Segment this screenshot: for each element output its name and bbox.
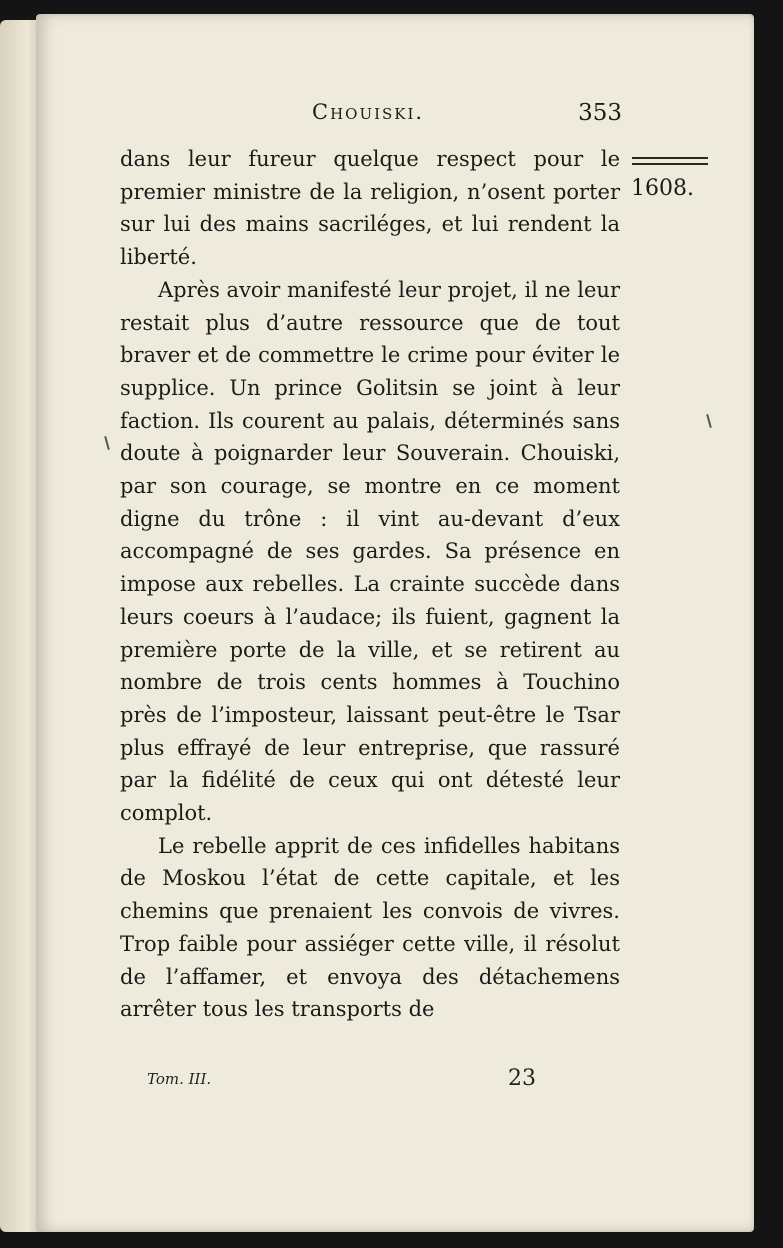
page-number: 353	[578, 100, 622, 126]
paragraph: Après avoir manifesté leur projet, il ne leur restait plus d’autre ressource que de tout braver et de commettre le crime pour éviter le supplice. Un prince Golitsin se joint à leur faction. Ils courent au palais, déterminés sans doute à poignarder leur Souverain. Chouiski, par son courage, se montre en ce moment digne du trône : il vint au-devant d’eux accompagné de ses gardes. Sa présence en impose aux rebelles. La crainte succède dans leurs coeurs à l’audace; ils fuient, gagnent la première porte de la ville, et se retirent au nombre de trois cents hommes à Touchino près de l’imposteur, laissant peut-être le Tsar plus effrayé de leur entreprise, que rassuré par la fidélité de ceux qui ont détesté leur complot.	[120, 277, 620, 826]
page-header	[312, 100, 622, 130]
running-head: Chouiski.	[312, 100, 425, 124]
margin-rule	[632, 157, 708, 165]
margin-year: 1608.	[631, 176, 694, 201]
body-text	[120, 143, 620, 1026]
signature-mark: Tom. III.	[147, 1070, 212, 1088]
paragraph: dans leur fureur quelque respect pour le premier ministre de la religion, n’osent porter sur lui des mains sacriléges, et lui rendent la liberté.	[120, 147, 620, 270]
paragraph: Le rebelle apprit de ces infidelles habitans de Moskou l’état de cette capitale, et les chemins que prenaient les convois de vivres. Trop faible pour assiéger cette ville, il résolut de l’affamer, et envoya des détachemens arrêter tous les transports de	[120, 833, 620, 1022]
signature-number: 23	[508, 1066, 536, 1091]
